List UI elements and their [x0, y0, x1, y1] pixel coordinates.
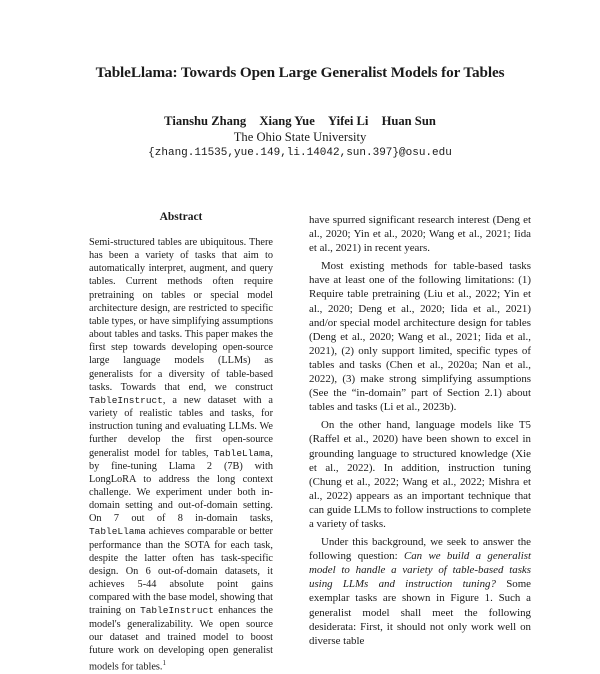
affiliation: The Ohio State University [233, 130, 367, 144]
abstract-paragraph [89, 236, 273, 674]
abstract-body [89, 236, 273, 674]
abstract-text: , a new dataset with a variety of realistic tables and tasks, for instruction tuning and evaluating LLMs. We further develop the first open-source generalist model for tables, [89, 394, 273, 459]
intro-paragraph [309, 535, 531, 648]
intro-paragraph: On the other hand, language models like T5 (Raffel et al., 2020) have been shown to excel in grounding language to structured knowledge (Xie et al., 2022). In addition, instruction tuning (Chung et al., 2022; Wang et al., 2022; Mishra et al., 2022) appears as an important technique that can guide LLMs to follow instructions to complete a variety of tasks. [309, 419, 531, 530]
intro-text: Some exemplar tasks are shown in Figure 1. Such a generalist model shall meet the following desiderata: First, it should not only work well on diverse table [309, 578, 531, 647]
author-name: Huan Sun [381, 114, 436, 128]
paper-title: TableLlama: Towards Open Large Generalist Models for Tables [95, 64, 505, 81]
abstract-text: , by fine-tuning Llama 2 (7B) with LongLoRA to address the long context challenge. We experiment under both in-domain setting and out-of-domain setting. On 7 out of 8 in-domain tasks, [89, 447, 273, 525]
abstract-text: Semi-structured tables are ubiquitous. There has been a variety of tasks that aim to automatically interpret, augment, and query tables. Current methods often require pretraining on tables or special model architecture design, are restricted to specific table types, or have simplifying assumptions about tables and tasks. This paper makes the first step towards developing open-source large language models (LLMs) as generalists for a diversity of table-based tasks. Towards that end, we construct [89, 237, 273, 393]
author-name: Tianshu Zhang [164, 114, 247, 128]
abstract-text: achieves comparable or better performance than the SOTA for each task, despite the latter often has task-specific design. On 6 out-of-domain datasets, it achieves 5-44 absolute point gains compared with the base model, showing that training on [89, 526, 273, 617]
introduction-body [309, 213, 531, 648]
author-list [0, 114, 600, 129]
abstract-text: enhances the model's generalizability. We open source our dataset and trained model to boost future work on developing open generalist models for tables. [89, 605, 273, 673]
intro-paragraph: Most existing methods for table-based tasks have at least one of the following limitations: (1) Require table pretraining (Liu et al., 2022; Yin et al., 2020; Deng et al., 2020; Iida et al., 2021) and/or special model architecture design for tables (Deng et al., 2020; Wang et al., 2021; Iida et al., 2021), (2) only support limited, specific types of tables and tasks (Chen et al., 2020a; Nan et al., 2022), (3) make strong simplifying assumptions (See the “in-domain” part of Section 2.1) about tables and tasks (Li et al., 2023b). [309, 260, 531, 414]
dataset-name: TableInstruct [140, 605, 214, 617]
model-name: TableLlama [213, 447, 271, 459]
abstract-heading: Abstract [159, 211, 203, 223]
author-emails: {zhang.11535,yue.149,li.14042,sun.397}@osu.edu [148, 147, 452, 159]
author-name: Yifei Li [327, 114, 369, 128]
footnote-mark[interactable]: 1 [162, 659, 166, 667]
model-name: TableLlama [89, 526, 146, 538]
intro-text: Under this background, we seek to answer the following question: [309, 536, 531, 563]
intro-paragraph: have spurred significant research interest (Deng et al., 2020; Yin et al., 2020; Wang et al., 2021; Iida et al., 2021) in recent years. [309, 214, 531, 255]
dataset-name: TableInstruct [89, 394, 163, 406]
research-question: Can we build a generalist model to handle a variety of table-based tasks using LLMs and instruction tuning? [309, 550, 531, 591]
author-name: Xiang Yue [259, 114, 315, 128]
